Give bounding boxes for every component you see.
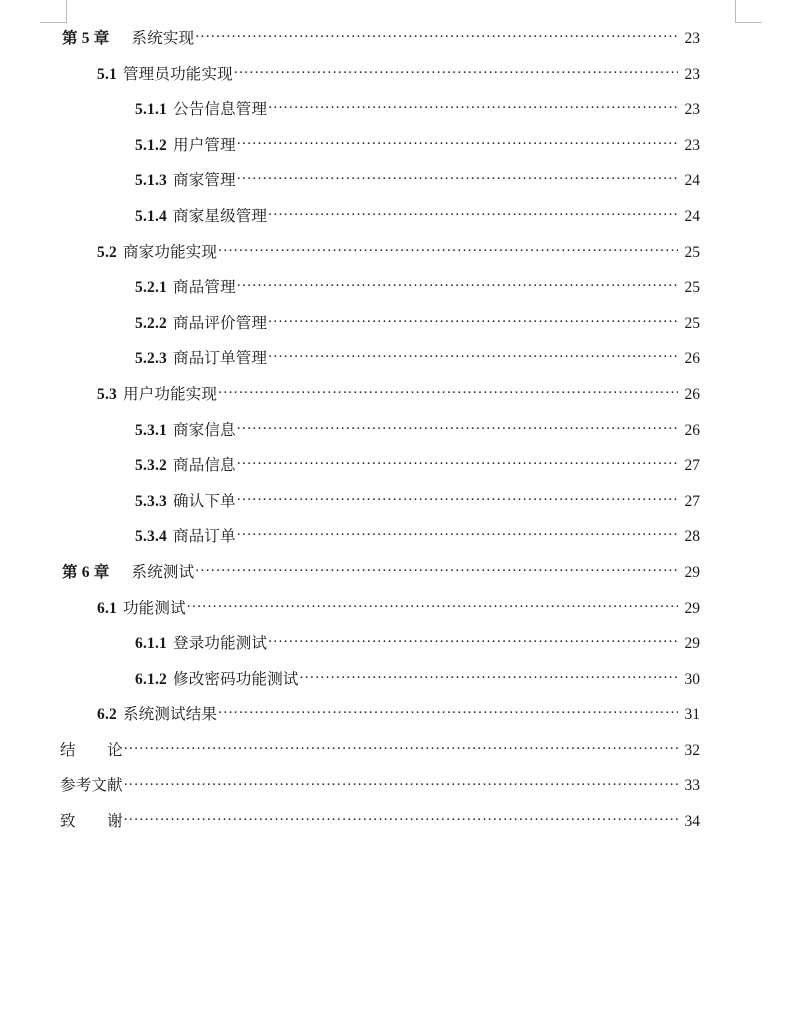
toc-entry-label: 商家功能实现 [122,243,218,261]
toc-dot-leader [268,347,678,363]
toc-entry-title [135,631,267,653]
toc-dot-leader [237,276,678,292]
toc-entry[interactable] [0,702,802,738]
toc-entry-title [60,738,123,760]
toc-dot-leader [124,810,678,826]
toc-entry-number: 5.3 [97,385,117,403]
toc-entry-number: 5.2.2 [135,314,167,332]
toc-entry-number: 6.2 [97,706,117,724]
corner-crop-mark-top-left [40,0,67,23]
toc-entry-label: 商品管理 [173,279,236,297]
toc-entry-title [62,26,194,48]
toc-entry-page-number: 23 [684,65,700,83]
toc-entry-number: 5.3.3 [135,492,167,510]
toc-dot-leader [124,739,678,755]
toc-entry-label: 公告信息管理 [173,101,268,119]
toc-entry-number: 5.1.3 [135,172,167,190]
toc-entry-label: 参考文献 [60,777,123,795]
toc-entry[interactable] [0,453,802,489]
toc-entry-title [62,560,194,582]
table-of-contents [0,26,802,845]
toc-dot-leader [218,703,678,719]
toc-entry-number: 5.3.4 [135,528,167,546]
toc-entry-page-number: 25 [684,243,700,261]
toc-dot-leader [237,490,678,506]
toc-dot-leader [268,632,678,648]
toc-entry-title [60,773,123,795]
toc-entry-page-number: 31 [684,706,700,724]
toc-entry-page-number: 33 [684,777,700,795]
toc-entry[interactable] [0,240,802,276]
toc-entry[interactable] [0,133,802,169]
corner-crop-mark-top-right [735,0,762,23]
toc-entry[interactable] [0,62,802,98]
toc-entry[interactable] [0,168,802,204]
toc-entry-number: 6.1.1 [135,635,167,653]
toc-dot-leader [237,419,678,435]
toc-entry-page-number: 29 [684,635,700,653]
toc-entry-label: 系统测试 [131,563,195,581]
toc-entry-number: 5.2.3 [135,350,167,368]
toc-entry-page-number: 23 [684,136,700,154]
toc-dot-leader [187,597,678,613]
toc-entry-label: 系统实现 [131,30,195,47]
toc-entry[interactable] [0,738,802,774]
toc-entry[interactable] [0,97,802,133]
toc-entry[interactable] [0,560,802,596]
toc-entry-title [97,382,217,404]
toc-entry-number: 5.3.1 [135,421,167,439]
toc-entry-page-number: 29 [684,563,700,581]
toc-entry-page-number: 34 [684,813,700,831]
toc-entry-number: 第 5 章 [62,30,110,47]
toc-entry-title [97,596,186,618]
toc-entry-label: 商家信息 [173,421,236,439]
toc-entry-page-number: 27 [684,457,700,475]
toc-entry-title [97,702,217,724]
toc-entry-label: 商品订单 [173,528,236,546]
toc-entry-number: 5.2.1 [135,279,167,297]
toc-entry-label: 功能测试 [122,599,186,617]
toc-entry[interactable] [0,809,802,845]
toc-entry-page-number: 32 [684,741,700,759]
toc-entry-page-number: 29 [684,599,700,617]
toc-entry-page-number: 26 [684,385,700,403]
toc-entry[interactable] [0,311,802,347]
toc-entry-title [135,418,236,440]
toc-entry-page-number: 26 [684,350,700,368]
toc-entry[interactable] [0,596,802,632]
toc-entry-page-number: 23 [684,101,700,119]
toc-entry-page-number: 26 [684,421,700,439]
toc-dot-leader [218,241,678,257]
toc-entry-label: 确认下单 [173,492,236,510]
toc-entry-label: 用户管理 [173,136,236,154]
toc-entry-label: 登录功能测试 [173,635,268,653]
toc-entry[interactable] [0,26,802,62]
toc-entry-number: 第 6 章 [62,563,110,581]
toc-entry-title [135,168,236,190]
toc-entry-number: 6.1.2 [135,670,167,688]
toc-entry-page-number: 25 [684,279,700,297]
toc-entry-label: 商品订单管理 [173,350,268,368]
toc-entry-number: 5.1.1 [135,101,167,119]
toc-dot-leader [300,668,678,684]
toc-entry-title [135,275,236,297]
toc-entry-page-number: 24 [684,172,700,190]
toc-entry[interactable] [0,524,802,560]
toc-entry-title [97,240,217,262]
toc-entry-title [135,204,267,226]
toc-entry-label: 结 论 [60,741,123,759]
toc-entry[interactable] [0,631,802,667]
toc-entry-title [135,346,267,368]
toc-entry[interactable] [0,346,802,382]
toc-entry[interactable] [0,773,802,809]
toc-entry-title [135,97,267,119]
toc-entry-label: 商品信息 [173,457,236,475]
toc-entry-number: 6.1 [97,599,117,617]
toc-dot-leader [195,561,678,577]
toc-entry[interactable] [0,418,802,454]
toc-entry-number: 5.3.2 [135,457,167,475]
toc-entry-title [135,489,236,511]
toc-entry-number: 5.2 [97,243,117,261]
toc-dot-leader [268,98,678,114]
toc-entry-label: 商品评价管理 [173,314,268,332]
toc-entry-label: 商家星级管理 [173,207,268,225]
toc-entry-label: 商家管理 [173,172,236,190]
toc-dot-leader [124,774,678,790]
toc-entry-title [60,809,123,831]
toc-dot-leader [218,383,678,399]
toc-entry-label: 致 谢 [60,813,123,831]
toc-dot-leader [195,27,678,43]
toc-entry-page-number: 30 [684,670,700,688]
toc-entry[interactable] [0,489,802,525]
toc-entry[interactable] [0,382,802,418]
toc-entry-number: 5.1.4 [135,207,167,225]
toc-entry-label: 管理员功能实现 [122,65,233,83]
toc-entry-page-number: 23 [684,30,700,47]
toc-dot-leader [237,169,678,185]
toc-entry-title [135,311,267,333]
toc-entry-page-number: 27 [684,492,700,510]
toc-dot-leader [234,63,678,79]
toc-entry-page-number: 24 [684,207,700,225]
toc-entry[interactable] [0,667,802,703]
toc-dot-leader [237,134,678,150]
toc-entry-number: 5.1 [97,65,117,83]
toc-entry-title [135,133,236,155]
toc-entry-label: 系统测试结果 [122,706,218,724]
toc-entry-label: 修改密码功能测试 [173,670,299,688]
toc-entry-title [135,667,299,689]
toc-entry-number: 5.1.2 [135,136,167,154]
toc-dot-leader [237,454,678,470]
toc-entry-title [135,453,236,475]
toc-entry-page-number: 25 [684,314,700,332]
toc-dot-leader [237,525,678,541]
toc-entry-page-number: 28 [684,528,700,546]
toc-dot-leader [268,205,678,221]
toc-entry-title [97,62,233,84]
toc-entry-label: 用户功能实现 [122,385,218,403]
toc-dot-leader [268,312,678,328]
toc-entry[interactable] [0,275,802,311]
toc-entry-title [135,524,236,546]
toc-entry[interactable] [0,204,802,240]
